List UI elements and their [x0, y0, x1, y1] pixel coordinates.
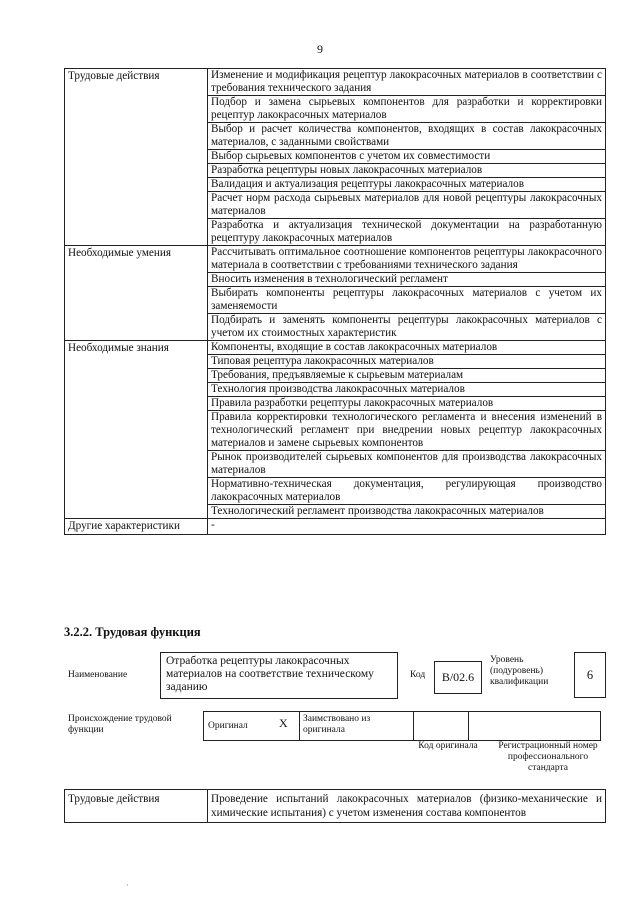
- section-item: Выбор и расчет количества компонентов, входящих в состав лакокрасочных материалов, с заданными свойствами: [208, 123, 606, 150]
- requirements-table: [64, 68, 606, 535]
- section-label: Трудовые действия: [65, 69, 208, 246]
- original-label: Оригинал: [208, 721, 248, 731]
- section-item: Подбирать и заменять компоненты рецептуры лакокрасочных материалов с учетом их стоимостных характеристик: [208, 314, 606, 341]
- section-item: Разработка рецептуры новых лакокрасочных материалов: [208, 164, 606, 178]
- level-box: 6: [574, 652, 606, 698]
- scan-mark: ·: [126, 881, 129, 890]
- original-code-cell: [413, 711, 469, 741]
- section-item: -: [208, 519, 606, 535]
- section-title: 3.2.2. Трудовая функция: [64, 625, 201, 639]
- section-item: Выбор сырьевых компонентов с учетом их совместимости: [208, 150, 606, 164]
- original-mark: X: [279, 716, 288, 730]
- origin-label: Происхождение трудовой функции: [68, 714, 172, 735]
- section-item: Выбирать компоненты рецептуры лакокрасочных материалов с учетом их заменяемости: [208, 287, 606, 314]
- section-item: Разработка и актуализация технической документации на разработанную рецептуру лакокрасочных материалов: [208, 219, 606, 246]
- table-row: [65, 790, 606, 823]
- level-label: Уровень (подуровень) квалификации: [490, 655, 549, 687]
- table-row: [65, 341, 606, 355]
- code-original-caption: Код оригинала: [418, 741, 478, 751]
- origin-row: [203, 711, 600, 741]
- section-item: Валидация и актуализация рецептуры лакокрасочных материалов: [208, 178, 606, 192]
- section-label: Другие характеристики: [65, 519, 208, 535]
- section-item: Технологический регламент производства лакокрасочных материалов: [208, 505, 606, 519]
- page-number: 9: [317, 42, 323, 56]
- section-item: Изменение и модификация рецептур лакокрасочных материалов в соответствии с требования технического задания: [208, 69, 606, 96]
- section-item: Рынок производителей сырьевых компонентов для производства лакокрасочных материалов: [208, 451, 606, 478]
- section-item: Технология производства лакокрасочных материалов: [208, 383, 606, 397]
- section-item: Правила разработки рецептуры лакокрасочных материалов: [208, 397, 606, 411]
- table-row: [65, 246, 606, 273]
- section-item: Правила корректировки технологического регламента и внесения изменений в технологический регламент при внедрении новых рецептур лакокрасочных материалов и замене сырьевых компонентов: [208, 411, 606, 451]
- code-label: Код: [410, 670, 426, 680]
- row-value: Проведение испытаний лакокрасочных материалов (физико-механические и химические испытания) с учетом изменения состава компонентов: [208, 790, 606, 823]
- section-label: Необходимые умения: [65, 246, 208, 341]
- section-item: Нормативно-техническая документация, регулирующая производство лакокрасочных материалов: [208, 478, 606, 505]
- section-item: Компоненты, входящие в состав лакокрасочных материалов: [208, 341, 606, 355]
- reg-number-caption: Регистрационный номер профессионального стандарта: [498, 741, 598, 773]
- function-code-box: B/02.6: [434, 661, 482, 694]
- section-item: Вносить изменения в технологический регламент: [208, 273, 606, 287]
- section-item: Расчет норм расхода сырьевых материалов для новой рецептуры лакокрасочных материалов: [208, 192, 606, 219]
- table-row: [65, 69, 606, 96]
- section-item: Подбор и замена сырьевых компонентов для разработки и корректировки рецептур лакокрасочных материалов: [208, 96, 606, 123]
- name-label: Наименование: [68, 670, 128, 680]
- section-item: Рассчитывать оптимальное соотношение компонентов рецептуры лакокрасочного материала в соответствии с требованиями технического задания: [208, 246, 606, 273]
- function-name-box: Отработка рецептуры лакокрасочных материалов на соответствие техническому заданию: [160, 652, 398, 699]
- section-item: Требования, предъявляемые к сырьевым материалам: [208, 369, 606, 383]
- actions-table: [64, 789, 606, 823]
- section-label: Необходимые знания: [65, 341, 208, 519]
- original-cell: [203, 711, 300, 741]
- row-label: Трудовые действия: [65, 790, 208, 823]
- section-item: Типовая рецептура лакокрасочных материалов: [208, 355, 606, 369]
- reg-number-cell: [468, 711, 601, 741]
- borrowed-cell: Заимствовано из оригинала: [299, 711, 414, 741]
- table-row: [65, 519, 606, 535]
